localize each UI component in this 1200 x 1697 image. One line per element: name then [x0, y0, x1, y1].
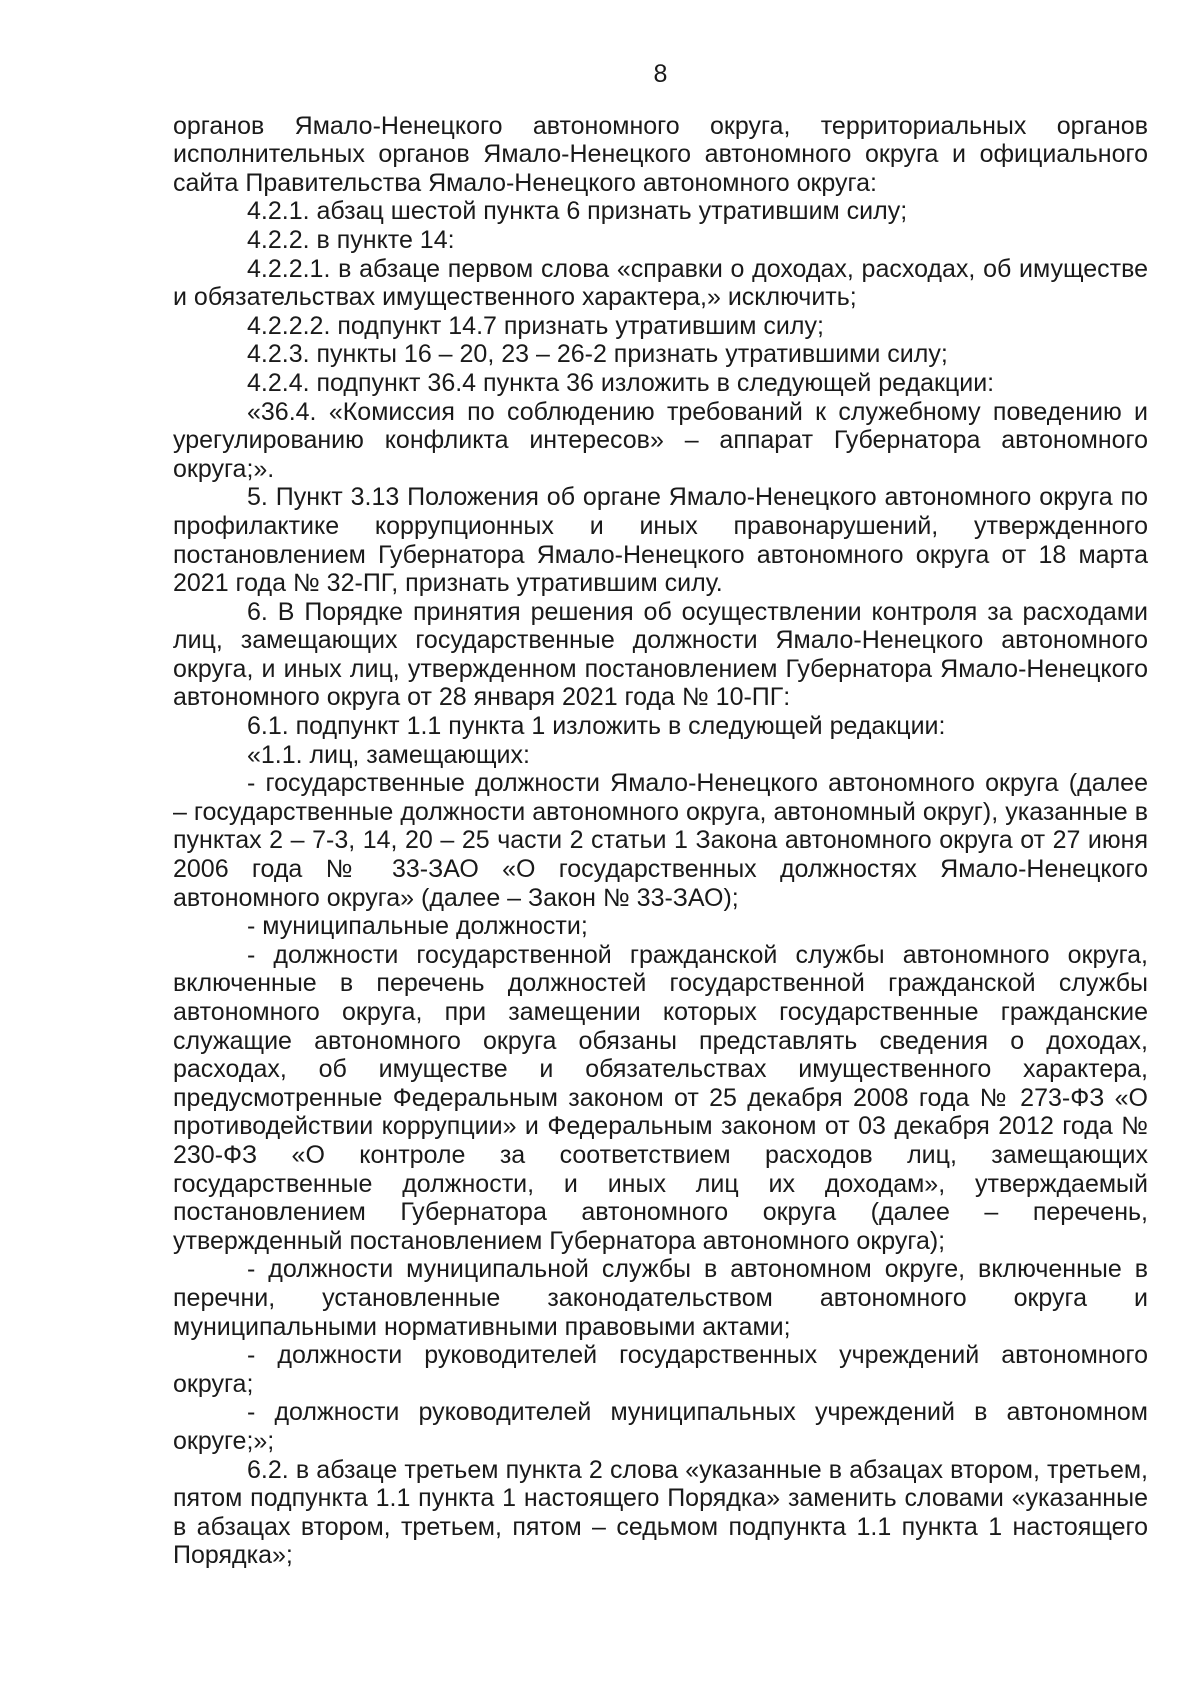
paragraph: органов Ямало-Ненецкого автономного округа, территориальных органов исполнительных органов Ямало-Ненецкого автономного округа и официального сайта Правительства Ямало-Ненецкого автономного округа:: [173, 111, 1148, 197]
paragraph: 6.2. в абзаце третьем пункта 2 слова «указанные в абзацах втором, третьем, пятом подпункта 1.1 пункта 1 настоящего Порядка» заменить словами «указанные в абзацах втором, третьем, пятом – седьмом подпункта 1.1 пункта 1 настоящего Порядка»;: [173, 1455, 1148, 1570]
document-body: [173, 112, 1148, 1570]
paragraph: - государственные должности Ямало-Ненецкого автономного округа (далее – государственные должности автономного округа, автономный округ), указанные в пунктах 2 – 7-3, 14, 20 – 25 части 2 статьи 1 Закона автономного округа от 27 июня 2006 года № 33-ЗАО «О государственных должностях Ямало-Ненецкого автономного округа» (далее – Закон № 33-ЗАО);: [173, 769, 1148, 912]
paragraph: 5. Пункт 3.13 Положения об органе Ямало-Ненецкого автономного округа по профилактике коррупционных и иных правонарушений, утвержденного постановлением Губернатора Ямало-Ненецкого автономного округа от 18 марта 2021 года № 32-ПГ, признать утратившим силу.: [173, 483, 1148, 598]
paragraph: - должности руководителей муниципальных учреждений в автономном округе;»;: [173, 1398, 1148, 1455]
paragraph: 4.2.2.1. в абзаце первом слова «справки о доходах, расходах, об имуществе и обязательствах имущественного характера,» исключить;: [173, 254, 1148, 312]
paragraph: - муниципальные должности;: [247, 912, 588, 941]
paragraph: - должности государственной гражданской службы автономного округа, включенные в перечень должностей государственной гражданской службы автономного округа, при замещении которых государственные гражданские служащие автономного округа обязаны представлять сведения о доходах, расходах, об имуществе и обязательствах имущественного характера, предусмотренные Федеральным законом от 25 декабря 2008 года № 273-ФЗ «О противодействии коррупции» и Федеральным законом от 03 декабря 2012 года № 230-ФЗ «О контроле за соответствием расходов лиц, замещающих государственные должности, и иных лиц их доходам», утверждаемый постановлением Губернатора автономного округа (далее – перечень, утвержденный постановлением Губернатора автономного округа);: [173, 940, 1148, 1255]
paragraph: - должности руководителей государственных учреждений автономного округа;: [173, 1341, 1148, 1398]
paragraph: 4.2.2. в пункте 14:: [247, 225, 455, 254]
document-page: [173, 60, 1148, 1570]
paragraph: 4.2.3. пункты 16 – 20, 23 – 26-2 признать утратившими силу;: [247, 340, 948, 369]
paragraph: 6.1. подпункт 1.1 пункта 1 изложить в следующей редакции:: [247, 712, 946, 741]
paragraph: - должности муниципальной службы в автономном округе, включенные в перечни, установленные законодательством автономного округа и муниципальными нормативными правовыми актами;: [173, 1255, 1148, 1341]
page-number: 8: [653, 60, 668, 88]
paragraph: 6. В Порядке принятия решения об осуществлении контроля за расходами лиц, замещающих государственные должности Ямало-Ненецкого автономного округа, и иных лиц, утвержденном постановлением Губернатора Ямало-Ненецкого автономного округа от 28 января 2021 года № 10-ПГ:: [173, 597, 1148, 712]
paragraph: «1.1. лиц, замещающих:: [247, 740, 530, 769]
paragraph: 4.2.2.2. подпункт 14.7 признать утратившим силу;: [247, 311, 824, 340]
paragraph: 4.2.4. подпункт 36.4 пункта 36 изложить в следующей редакции:: [247, 368, 995, 397]
paragraph: «36.4. «Комиссия по соблюдению требований к служебному поведению и урегулированию конфликта интересов» – аппарат Губернатора автономного округа;».: [173, 397, 1148, 483]
paragraph: 4.2.1. абзац шестой пункта 6 признать утратившим силу;: [247, 197, 908, 226]
